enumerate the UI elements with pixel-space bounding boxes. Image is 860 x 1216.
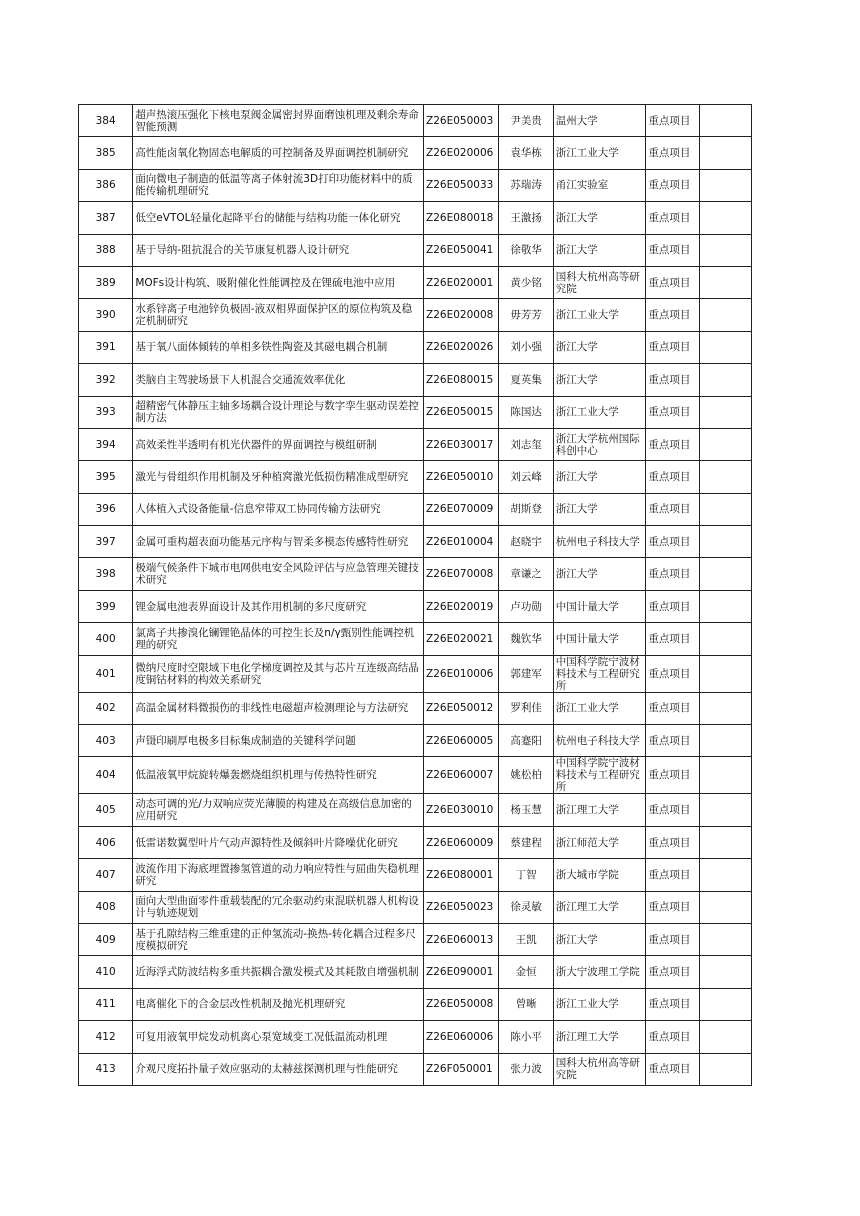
row-number: 403 bbox=[79, 725, 133, 757]
table-row bbox=[79, 202, 752, 234]
project-title: 波流作用下海底埋置掺氢管道的动力响应特性与屈曲失稳机理研究 bbox=[133, 859, 424, 891]
remarks bbox=[699, 299, 751, 331]
remarks bbox=[699, 757, 751, 794]
project-type: 重点项目 bbox=[646, 558, 699, 590]
remarks bbox=[699, 202, 751, 234]
remarks bbox=[699, 725, 751, 757]
row-number: 406 bbox=[79, 826, 133, 858]
project-title: 超精密气体静压主轴多场耦合设计理论与数字孪生驱动误差控制方法 bbox=[133, 396, 424, 428]
project-leader: 姚松柏 bbox=[499, 757, 553, 794]
institution: 浙江大学 bbox=[553, 493, 646, 525]
row-number: 395 bbox=[79, 461, 133, 493]
project-type: 重点项目 bbox=[646, 169, 699, 201]
institution: 浙江师范大学 bbox=[553, 826, 646, 858]
project-title: 微纳尺度时空限域下电化学梯度调控及其与芯片互连级高结晶度铜钴材料的构效关系研究 bbox=[133, 655, 424, 692]
project-type: 重点项目 bbox=[646, 266, 699, 298]
table-row bbox=[79, 725, 752, 757]
remarks bbox=[699, 364, 751, 396]
project-type: 重点项目 bbox=[646, 655, 699, 692]
project-leader: 卢功勋 bbox=[499, 590, 553, 622]
row-number: 398 bbox=[79, 558, 133, 590]
project-leader: 王激扬 bbox=[499, 202, 553, 234]
project-code: Z26E050041 bbox=[424, 234, 499, 266]
row-number: 396 bbox=[79, 493, 133, 525]
project-code: Z26E020001 bbox=[424, 266, 499, 298]
institution: 浙大宁波理工学院 bbox=[553, 956, 646, 988]
project-leader: 曾晰 bbox=[499, 988, 553, 1020]
remarks bbox=[699, 1021, 751, 1053]
table-row bbox=[79, 923, 752, 955]
project-type: 重点项目 bbox=[646, 299, 699, 331]
remarks bbox=[699, 923, 751, 955]
project-leader: 罗利佳 bbox=[499, 692, 553, 724]
project-type: 重点项目 bbox=[646, 428, 699, 460]
institution: 甬江实验室 bbox=[553, 169, 646, 201]
row-number: 385 bbox=[79, 137, 133, 169]
project-code: Z26E090001 bbox=[424, 956, 499, 988]
project-type: 重点项目 bbox=[646, 1021, 699, 1053]
project-leader: 高蹇阳 bbox=[499, 725, 553, 757]
institution: 温州大学 bbox=[553, 105, 646, 137]
project-type: 重点项目 bbox=[646, 396, 699, 428]
project-type: 重点项目 bbox=[646, 923, 699, 955]
row-number: 405 bbox=[79, 794, 133, 826]
project-code: Z26E020006 bbox=[424, 137, 499, 169]
project-code: Z26E080015 bbox=[424, 364, 499, 396]
institution: 浙江大学 bbox=[553, 364, 646, 396]
table-row bbox=[79, 105, 752, 137]
remarks bbox=[699, 692, 751, 724]
project-code: Z26E050033 bbox=[424, 169, 499, 201]
project-title: 电离催化下的合金层改性机制及抛光机理研究 bbox=[133, 988, 424, 1020]
project-title: 锂金属电池表界面设计及其作用机制的多尺度研究 bbox=[133, 590, 424, 622]
project-code: Z26E060006 bbox=[424, 1021, 499, 1053]
project-leader: 袁华栋 bbox=[499, 137, 553, 169]
row-number: 388 bbox=[79, 234, 133, 266]
institution: 浙江理工大学 bbox=[553, 794, 646, 826]
institution: 浙大城市学院 bbox=[553, 859, 646, 891]
project-leader: 夏英集 bbox=[499, 364, 553, 396]
row-number: 407 bbox=[79, 859, 133, 891]
project-title: 氯离子共掺溴化镧锂铯晶体的可控生长及n/γ甄别性能调控机理的研究 bbox=[133, 623, 424, 655]
row-number: 412 bbox=[79, 1021, 133, 1053]
project-title: 超声热滚压强化下核电泵阀金属密封界面磨蚀机理及剩余寿命智能预测 bbox=[133, 105, 424, 137]
project-code: Z26E030017 bbox=[424, 428, 499, 460]
table-row bbox=[79, 590, 752, 622]
institution: 中国计量大学 bbox=[553, 623, 646, 655]
remarks bbox=[699, 988, 751, 1020]
project-title: 基于孔隙结构三维重建的正仲氢流动-换热-转化耦合过程多尺度模拟研究 bbox=[133, 923, 424, 955]
project-code: Z26E050012 bbox=[424, 692, 499, 724]
table-row bbox=[79, 396, 752, 428]
project-title: 极端气候条件下城市电网供电安全风险评估与应急管理关键技术研究 bbox=[133, 558, 424, 590]
project-title: 低温液氧甲烷旋转爆轰燃烧组织机理与传热特性研究 bbox=[133, 757, 424, 794]
row-number: 402 bbox=[79, 692, 133, 724]
project-leader: 刘志玺 bbox=[499, 428, 553, 460]
row-number: 408 bbox=[79, 891, 133, 923]
project-title: 人体植入式设备能量-信息窄带双工协同传输方法研究 bbox=[133, 493, 424, 525]
project-code: Z26E050023 bbox=[424, 891, 499, 923]
project-leader: 刘云峰 bbox=[499, 461, 553, 493]
project-type: 重点项目 bbox=[646, 493, 699, 525]
project-code: Z26E060007 bbox=[424, 757, 499, 794]
remarks bbox=[699, 169, 751, 201]
project-type: 重点项目 bbox=[646, 725, 699, 757]
project-title: 可复用液氧甲烷发动机离心泵宽域变工况低温流动机理 bbox=[133, 1021, 424, 1053]
table-row bbox=[79, 461, 752, 493]
project-leader: 丁智 bbox=[499, 859, 553, 891]
row-number: 390 bbox=[79, 299, 133, 331]
project-code: Z26E080001 bbox=[424, 859, 499, 891]
project-type: 重点项目 bbox=[646, 590, 699, 622]
project-type: 重点项目 bbox=[646, 137, 699, 169]
table-row bbox=[79, 331, 752, 363]
project-leader: 郭建军 bbox=[499, 655, 553, 692]
project-leader: 徐敬华 bbox=[499, 234, 553, 266]
project-code: Z26F050001 bbox=[424, 1053, 499, 1085]
remarks bbox=[699, 590, 751, 622]
project-code: Z26E080018 bbox=[424, 202, 499, 234]
project-type: 重点项目 bbox=[646, 526, 699, 558]
institution: 浙江大学杭州国际科创中心 bbox=[553, 428, 646, 460]
row-number: 392 bbox=[79, 364, 133, 396]
institution: 浙江工业大学 bbox=[553, 137, 646, 169]
row-number: 397 bbox=[79, 526, 133, 558]
project-code: Z26E020021 bbox=[424, 623, 499, 655]
remarks bbox=[699, 493, 751, 525]
row-number: 387 bbox=[79, 202, 133, 234]
project-code: Z26E050003 bbox=[424, 105, 499, 137]
project-leader: 金恒 bbox=[499, 956, 553, 988]
table-row bbox=[79, 794, 752, 826]
project-type: 重点项目 bbox=[646, 956, 699, 988]
institution: 浙江理工大学 bbox=[553, 1021, 646, 1053]
project-leader: 陈国达 bbox=[499, 396, 553, 428]
project-type: 重点项目 bbox=[646, 202, 699, 234]
row-number: 389 bbox=[79, 266, 133, 298]
project-type: 重点项目 bbox=[646, 364, 699, 396]
project-code: Z26E050015 bbox=[424, 396, 499, 428]
institution: 浙江理工大学 bbox=[553, 891, 646, 923]
project-title: 类脑自主驾驶场景下人机混合交通流效率优化 bbox=[133, 364, 424, 396]
project-title: 面向大型曲面零件重载装配的冗余驱动约束混联机器人机构设计与轨迹规划 bbox=[133, 891, 424, 923]
project-code: Z26E020026 bbox=[424, 331, 499, 363]
remarks bbox=[699, 794, 751, 826]
institution: 浙江大学 bbox=[553, 234, 646, 266]
project-code: Z26E060013 bbox=[424, 923, 499, 955]
remarks bbox=[699, 526, 751, 558]
row-number: 393 bbox=[79, 396, 133, 428]
project-code: Z26E030010 bbox=[424, 794, 499, 826]
project-code: Z26E010004 bbox=[424, 526, 499, 558]
table-row bbox=[79, 1021, 752, 1053]
project-title: 面向微电子制造的低温等离子体射流3D打印功能材料中的质能传输机理研究 bbox=[133, 169, 424, 201]
institution: 中国科学院宁波材料技术与工程研究所 bbox=[553, 757, 646, 794]
project-table bbox=[78, 104, 752, 1086]
row-number: 413 bbox=[79, 1053, 133, 1085]
project-code: Z26E050010 bbox=[424, 461, 499, 493]
project-code: Z26E020019 bbox=[424, 590, 499, 622]
project-title: 高效柔性半透明有机光伏器件的界面调控与模组研制 bbox=[133, 428, 424, 460]
row-number: 391 bbox=[79, 331, 133, 363]
row-number: 384 bbox=[79, 105, 133, 137]
institution: 中国科学院宁波材料技术与工程研究所 bbox=[553, 655, 646, 692]
remarks bbox=[699, 623, 751, 655]
project-table-body bbox=[79, 105, 752, 1086]
remarks bbox=[699, 826, 751, 858]
institution: 浙江工业大学 bbox=[553, 299, 646, 331]
table-row bbox=[79, 234, 752, 266]
project-title: 高性能卤氧化物固态电解质的可控制备及界面调控机制研究 bbox=[133, 137, 424, 169]
project-title: 基于氧八面体倾转的单相多铁性陶瓷及其磁电耦合机制 bbox=[133, 331, 424, 363]
table-row bbox=[79, 623, 752, 655]
project-code: Z26E060005 bbox=[424, 725, 499, 757]
remarks bbox=[699, 331, 751, 363]
project-leader: 毋芳芳 bbox=[499, 299, 553, 331]
institution: 浙江大学 bbox=[553, 461, 646, 493]
table-row bbox=[79, 364, 752, 396]
project-type: 重点项目 bbox=[646, 826, 699, 858]
remarks bbox=[699, 859, 751, 891]
project-title: 近海浮式防波结构多重共振耦合激发模式及其耗散自增强机制 bbox=[133, 956, 424, 988]
project-leader: 魏钦华 bbox=[499, 623, 553, 655]
project-leader: 杨玉慧 bbox=[499, 794, 553, 826]
project-title: 激光与骨组织作用机制及牙种植窝激光低损伤精准成型研究 bbox=[133, 461, 424, 493]
remarks bbox=[699, 137, 751, 169]
project-title: 低雷诺数翼型叶片气动声源特性及倾斜叶片降噪优化研究 bbox=[133, 826, 424, 858]
project-leader: 张力波 bbox=[499, 1053, 553, 1085]
project-title: 动态可调的光/力双响应荧光薄膜的构建及在高级信息加密的应用研究 bbox=[133, 794, 424, 826]
project-type: 重点项目 bbox=[646, 891, 699, 923]
project-code: Z26E070008 bbox=[424, 558, 499, 590]
project-leader: 苏瑞涛 bbox=[499, 169, 553, 201]
table-row bbox=[79, 428, 752, 460]
remarks bbox=[699, 891, 751, 923]
table-row bbox=[79, 988, 752, 1020]
project-code: Z26E070009 bbox=[424, 493, 499, 525]
row-number: 401 bbox=[79, 655, 133, 692]
remarks bbox=[699, 105, 751, 137]
table-row bbox=[79, 493, 752, 525]
remarks bbox=[699, 461, 751, 493]
project-code: Z26E050008 bbox=[424, 988, 499, 1020]
project-type: 重点项目 bbox=[646, 234, 699, 266]
remarks bbox=[699, 234, 751, 266]
table-row bbox=[79, 826, 752, 858]
institution: 浙江大学 bbox=[553, 558, 646, 590]
table-row bbox=[79, 558, 752, 590]
institution: 杭州电子科技大学 bbox=[553, 725, 646, 757]
project-title: 水系锌离子电池锌负极固-液双相界面保护区的原位构筑及稳定机制研究 bbox=[133, 299, 424, 331]
project-code: Z26E010006 bbox=[424, 655, 499, 692]
project-title: 低空eVTOL轻量化起降平台的储能与结构功能一体化研究 bbox=[133, 202, 424, 234]
row-number: 410 bbox=[79, 956, 133, 988]
project-leader: 陈小平 bbox=[499, 1021, 553, 1053]
institution: 浙江大学 bbox=[553, 923, 646, 955]
project-title: 基于导纳-阻抗混合的关节康复机器人设计研究 bbox=[133, 234, 424, 266]
remarks bbox=[699, 266, 751, 298]
table-row bbox=[79, 859, 752, 891]
institution: 中国计量大学 bbox=[553, 590, 646, 622]
project-leader: 蔡建程 bbox=[499, 826, 553, 858]
row-number: 394 bbox=[79, 428, 133, 460]
row-number: 386 bbox=[79, 169, 133, 201]
project-leader: 赵晓宇 bbox=[499, 526, 553, 558]
institution: 国科大杭州高等研究院 bbox=[553, 1053, 646, 1085]
remarks bbox=[699, 655, 751, 692]
table-row bbox=[79, 137, 752, 169]
project-type: 重点项目 bbox=[646, 623, 699, 655]
institution: 国科大杭州高等研究院 bbox=[553, 266, 646, 298]
table-row bbox=[79, 1053, 752, 1085]
project-title: 高温金属材料微损伤的非线性电磁超声检测理论与方法研究 bbox=[133, 692, 424, 724]
project-title: MOFs设计构筑、吸附催化性能调控及在锂硫电池中应用 bbox=[133, 266, 424, 298]
table-row bbox=[79, 266, 752, 298]
remarks bbox=[699, 396, 751, 428]
row-number: 404 bbox=[79, 757, 133, 794]
row-number: 409 bbox=[79, 923, 133, 955]
project-leader: 胡斯登 bbox=[499, 493, 553, 525]
remarks bbox=[699, 428, 751, 460]
project-leader: 章谦之 bbox=[499, 558, 553, 590]
project-title: 介观尺度拓扑量子效应驱动的太赫兹探测机理与性能研究 bbox=[133, 1053, 424, 1085]
project-title: 金属可重构超表面功能基元序构与智柔多模态传感特性研究 bbox=[133, 526, 424, 558]
table-row bbox=[79, 891, 752, 923]
project-title: 声镊印刷厚电极多目标集成制造的关键科学问题 bbox=[133, 725, 424, 757]
remarks bbox=[699, 956, 751, 988]
project-type: 重点项目 bbox=[646, 757, 699, 794]
project-type: 重点项目 bbox=[646, 331, 699, 363]
project-code: Z26E060009 bbox=[424, 826, 499, 858]
project-code: Z26E020008 bbox=[424, 299, 499, 331]
project-type: 重点项目 bbox=[646, 692, 699, 724]
table-row bbox=[79, 526, 752, 558]
institution: 杭州电子科技大学 bbox=[553, 526, 646, 558]
institution: 浙江大学 bbox=[553, 202, 646, 234]
table-row bbox=[79, 757, 752, 794]
project-type: 重点项目 bbox=[646, 988, 699, 1020]
table-row bbox=[79, 956, 752, 988]
row-number: 400 bbox=[79, 623, 133, 655]
project-leader: 王凯 bbox=[499, 923, 553, 955]
institution: 浙江工业大学 bbox=[553, 692, 646, 724]
remarks bbox=[699, 1053, 751, 1085]
project-type: 重点项目 bbox=[646, 794, 699, 826]
project-leader: 黄少铭 bbox=[499, 266, 553, 298]
remarks bbox=[699, 558, 751, 590]
project-leader: 尹美贵 bbox=[499, 105, 553, 137]
project-type: 重点项目 bbox=[646, 105, 699, 137]
project-type: 重点项目 bbox=[646, 859, 699, 891]
institution: 浙江大学 bbox=[553, 331, 646, 363]
project-type: 重点项目 bbox=[646, 461, 699, 493]
project-leader: 刘小强 bbox=[499, 331, 553, 363]
table-row bbox=[79, 299, 752, 331]
project-leader: 徐灵敏 bbox=[499, 891, 553, 923]
project-type: 重点项目 bbox=[646, 1053, 699, 1085]
table-row bbox=[79, 169, 752, 201]
institution: 浙江工业大学 bbox=[553, 396, 646, 428]
institution: 浙江工业大学 bbox=[553, 988, 646, 1020]
row-number: 399 bbox=[79, 590, 133, 622]
table-row bbox=[79, 692, 752, 724]
table-row bbox=[79, 655, 752, 692]
row-number: 411 bbox=[79, 988, 133, 1020]
